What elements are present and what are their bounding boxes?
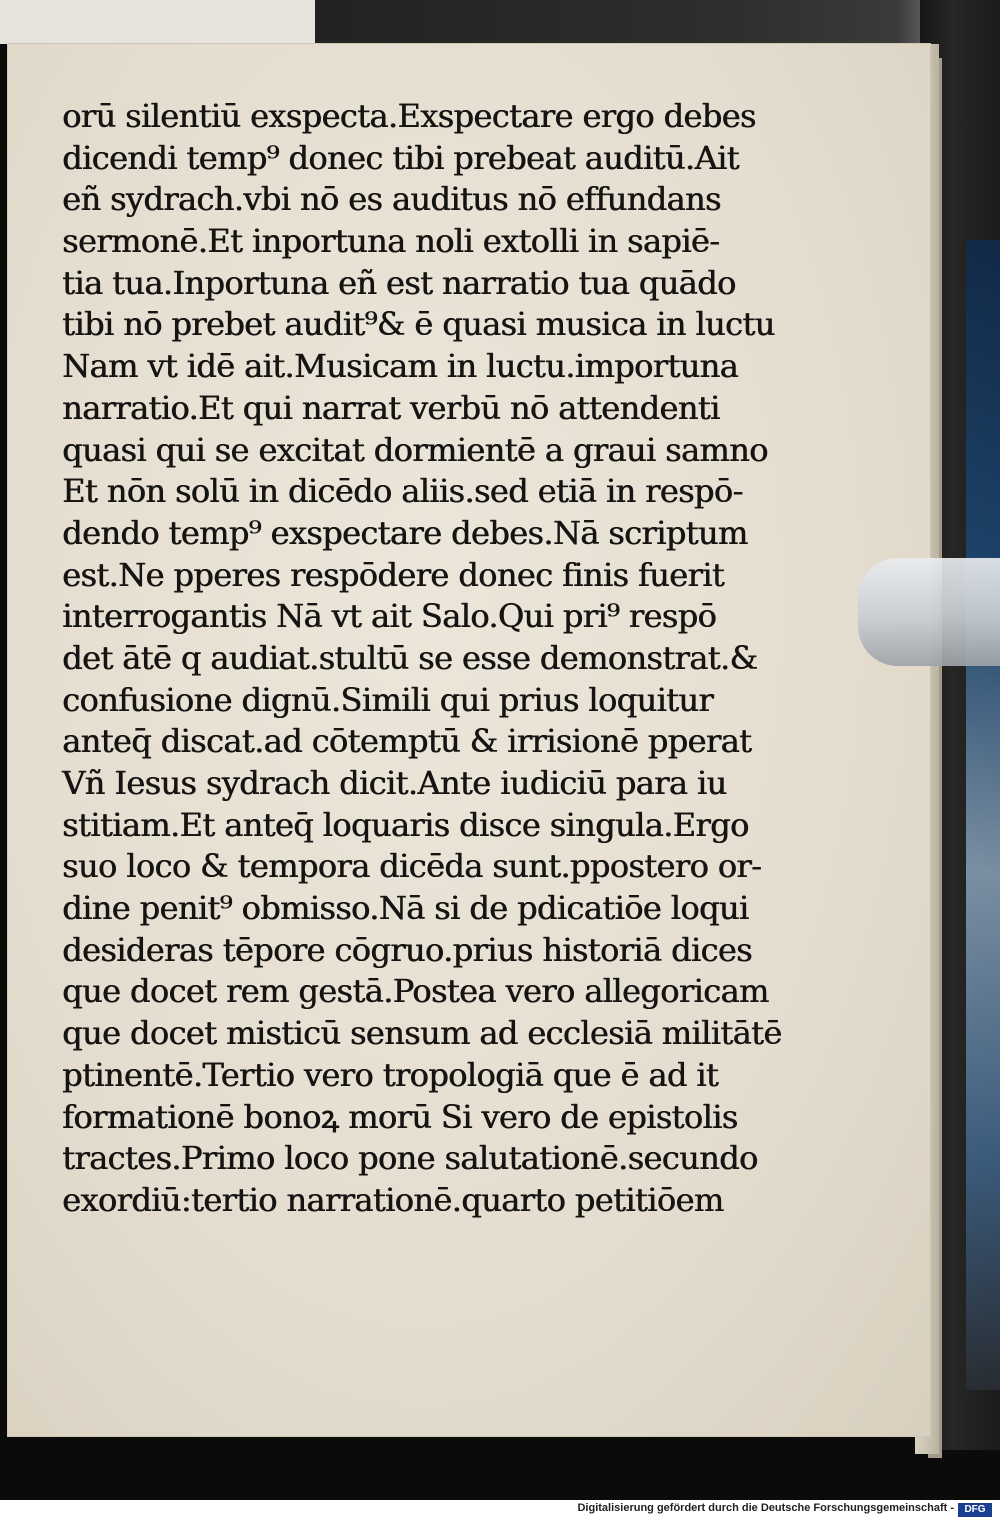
text-line: Et nōn solū in dicēdo aliis.sed etiā in respō-: [62, 472, 743, 511]
bookmark-clip: [858, 558, 1000, 666]
text-line: tibi nō prebet audit⁹& ē quasi musica in luctu: [62, 305, 775, 344]
text-line: orū silentiū exspecta.Exspectare ergo debes: [62, 97, 756, 135]
text-line: formationē bonoꝝ morū Si vero de epistolis: [62, 1097, 738, 1136]
scanner-background: [315, 0, 1000, 44]
text-line: que docet misticū sensum ad ecclesiā militātē: [62, 1014, 782, 1053]
text-line: det ātē q audiat.stultū se esse demonstrat.&: [62, 638, 758, 677]
text-line: tia tua.Inportuna eñ est narratio tua quādo: [62, 263, 736, 302]
text-line: dicendi temp⁹ donec tibi prebeat auditū.Ait: [62, 138, 739, 177]
book-cover-edge: [966, 240, 1000, 1390]
funding-credit: Digitalisierung gefördert durch die Deutsche Forschungsgemeinschaft -: [577, 1502, 954, 1514]
text-line: interrogantis Nā vt ait Salo.Qui pri⁹ respō: [62, 597, 717, 636]
text-line: ptinentē.Tertio vero tropologiā que ē ad it: [62, 1055, 719, 1094]
text-line: suo loco & tempora dicēda sunt.ppostero or-: [62, 847, 762, 886]
text-line: est.Ne pperes respōdere donec finis fuerit: [62, 555, 724, 594]
scanner-background: [0, 0, 315, 44]
text-line: quasi qui se excitat dormientē a graui samno: [62, 430, 768, 469]
text-line: confusione dignū.Simili qui prius loquitur: [62, 680, 713, 719]
text-line: Nam vt idē ait.Musicam in luctu.importuna: [62, 347, 739, 386]
text-line: Vñ Iesus sydrach dicit.Ante iudiciū para iu: [62, 764, 727, 802]
text-line: exordiū:tertio narrationē.quarto petitiōem: [62, 1180, 724, 1219]
page-text-block: [62, 96, 842, 1222]
digitization-footer: [0, 1500, 1000, 1520]
text-line: dine penit⁹ obmisso.Nā si de pdicatiōe loqui: [62, 889, 749, 928]
text-line: que docet rem gestā.Postea vero allegoricam: [62, 972, 769, 1011]
text-line: eñ sydrach.vbi nō es auditus nō effundans: [62, 180, 721, 219]
text-line: desideras tēpore cōgruo.prius historiā dices: [62, 930, 752, 969]
text-line: sermonē.Et inportuna noli extolli in sapiē-: [62, 222, 720, 261]
text-line: tractes.Primo loco pone salutationē.secundo: [62, 1139, 758, 1178]
text-line: stitiam.Et anteq̄ loquaris disce singula.Ergo: [62, 805, 749, 844]
text-line: anteq̄ discat.ad cōtemptū & irrisionē pperat: [62, 722, 752, 761]
dfg-logo: DFG: [958, 1503, 992, 1517]
text-line: narratio.Et qui narrat verbū nō attendenti: [62, 388, 720, 427]
text-line: dendo temp⁹ exspectare debes.Nā scriptum: [62, 513, 748, 552]
